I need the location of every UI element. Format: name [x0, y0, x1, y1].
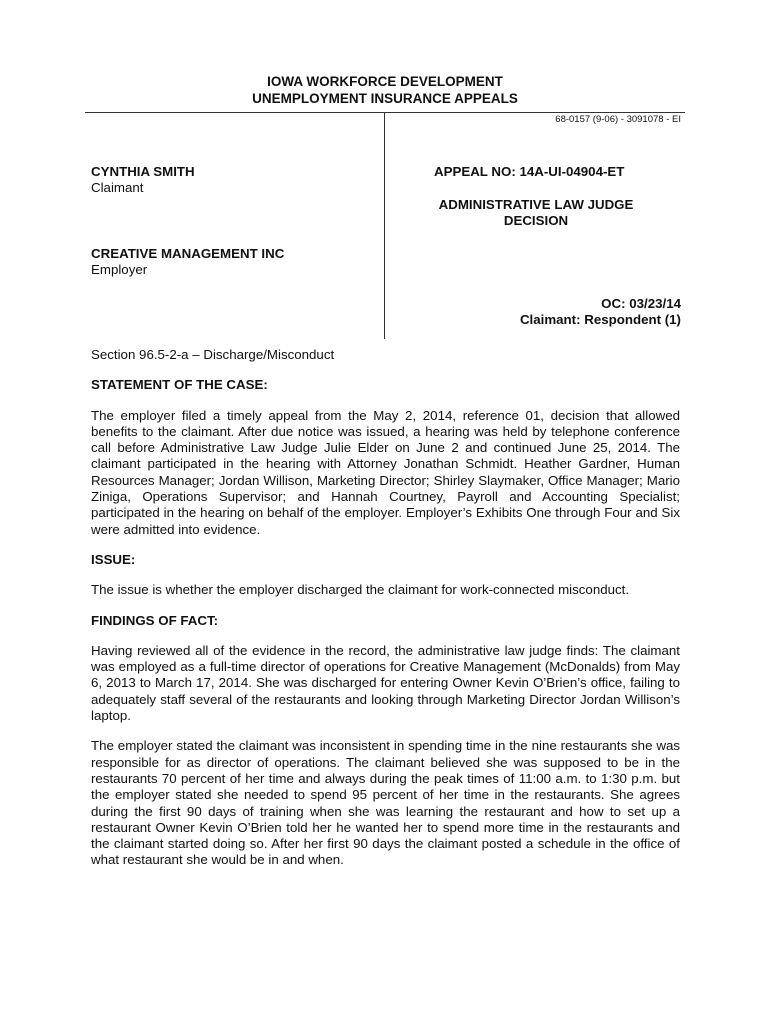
column-divider: [384, 112, 385, 339]
findings-paragraph-1: Having reviewed all of the evidence in the record, the administrative law judge finds: The claimant was employed as a full-time director of operations for Creative Management (McDonalds) from May 6, 2013 to March 17, 2014. She was discharged for entering Owner Kevin O’Brien’s office, failing to adequately staff several of the restaurants and looking through Marketing Director Jordan Willison’s laptop.: [91, 642, 680, 724]
form-number: 68-0157 (9-06) - 3091078 - EI: [555, 114, 681, 125]
employer-role: Employer: [91, 262, 148, 278]
claimant-status: Claimant: Respondent (1): [519, 312, 681, 328]
case-status: [520, 296, 681, 329]
claimant-name: CYNTHIA SMITH: [91, 164, 195, 179]
statement-heading: STATEMENT OF THE CASE:: [91, 377, 268, 393]
statement-paragraph: The employer filed a timely appeal from the May 2, 2014, reference 01, decision that allowed benefits to the claimant. After due notice was issued, a hearing was held by telephone conference call before Administrative Law Judge Julie Elder on June 2 and continued June 25, 2014. The claimant participated in the hearing with Attorney Jonathan Schmidt. Heather Gardner, Human Resources Manager; Jordan Willison, Marketing Director; Shirley Slaymaker, Office Manager; Mario Ziniga, Operations Supervisor; and Hannah Courtney, Payroll and Accounting Specialist; participated in the hearing on behalf of the employer. Employer’s Exhibits One through Four and Six were admitted into evidence.: [91, 407, 680, 537]
decision-body: [91, 347, 680, 883]
issue-paragraph: The issue is whether the employer discharged the claimant for work-connected misconduct.: [91, 582, 630, 598]
agency-name: IOWA WORKFORCE DEVELOPMENT: [267, 74, 503, 89]
agency-division: UNEMPLOYMENT INSURANCE APPEALS: [252, 91, 518, 106]
agency-header: [85, 73, 685, 107]
findings-heading: FINDINGS OF FACT:: [91, 612, 219, 628]
appeal-number: APPEAL NO: 14A-UI-04904-ET: [434, 164, 625, 179]
oc-date: OC: 03/23/14: [601, 296, 681, 311]
findings-paragraph-2: The employer stated the claimant was inconsistent in spending time in the nine restaurants she was responsible for as director of operations. The claimant believed she was supposed to be in the restaurants 70 percent of her time and always during the peak times of 11:00 a.m. to 1:30 p.m. but the employer stated she needed to spend 95 percent of her time in the restaurants. She agrees during the first 90 days of training when she was learning the restaurant and how to set up a restaurant Owner Kevin O’Brien told her he wanted her to spend more time in the restaurants and the claimant started doing so. After her first 90 days the claimant posted a schedule in the office of what restaurant she would be in and when.: [91, 738, 680, 868]
header-divider: [85, 112, 685, 113]
employer-block: [91, 246, 376, 279]
decision-title: [434, 197, 638, 230]
employer-name: CREATIVE MANAGEMENT INC: [91, 246, 285, 261]
claimant-role: Claimant: [91, 180, 144, 196]
decision-title-line1: ADMINISTRATIVE LAW JUDGE: [438, 197, 634, 212]
section-reference: Section 96.5-2-a – Discharge/Misconduct: [91, 347, 335, 362]
decision-title-line2: DECISION: [503, 213, 569, 229]
claimant-block: [91, 164, 376, 197]
issue-heading: ISSUE:: [91, 551, 136, 567]
